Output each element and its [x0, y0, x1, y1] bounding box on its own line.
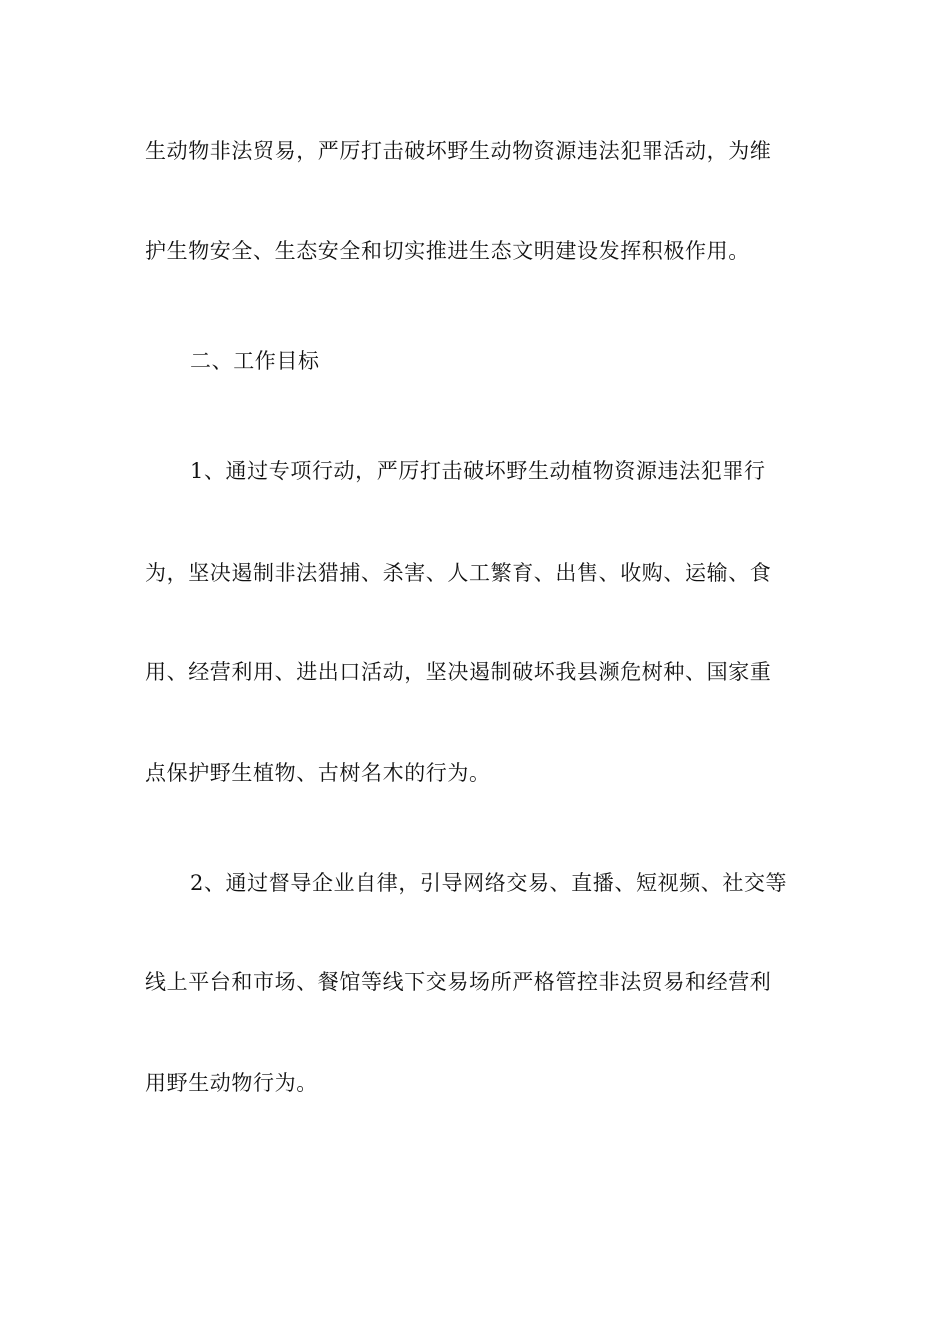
paragraph-line: 用野生动物行为。 — [145, 1071, 318, 1095]
paragraph-line: 2、通过督导企业自律，引导网络交易、直播、短视频、社交等 — [190, 871, 788, 895]
paragraph-line: 1、通过专项行动，严厉打击破坏野生动植物资源违法犯罪行 — [190, 459, 766, 483]
paragraph-line: 护生物安全、生态安全和切实推进生态文明建设发挥积极作用。 — [145, 239, 750, 263]
paragraph-line: 线上平台和市场、餐馆等线下交易场所严格管控非法贸易和经营利 — [145, 970, 772, 994]
paragraph-line: 为，坚决遏制非法猎捕、杀害、人工繁育、出售、收购、运输、食 — [145, 561, 772, 585]
paragraph-line: 生动物非法贸易，严厉打击破坏野生动物资源违法犯罪活动，为维 — [145, 139, 772, 163]
section-heading: 二、工作目标 — [190, 349, 320, 373]
paragraph-line: 点保护野生植物、古树名木的行为。 — [145, 761, 491, 785]
paragraph-line: 用、经营利用、进出口活动，坚决遏制破坏我县濒危树种、国家重 — [145, 660, 772, 684]
